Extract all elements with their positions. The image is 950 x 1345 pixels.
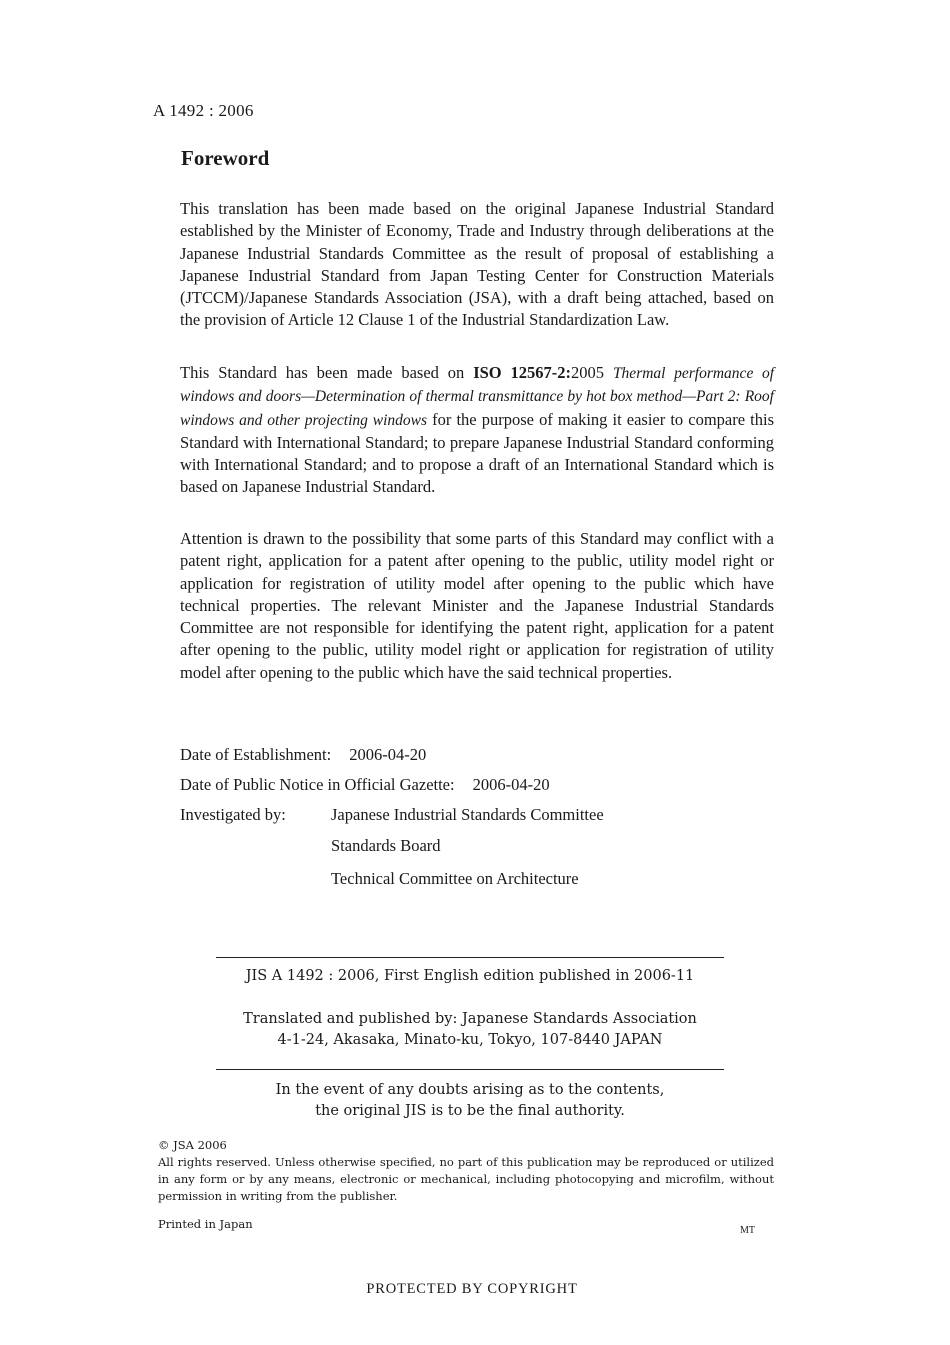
public-notice-date: 2006-04-20 <box>472 775 550 794</box>
divider-bottom <box>216 1069 724 1070</box>
iso-year: 2005 <box>571 363 605 382</box>
para2-rest: for the purpose of making it easier to compare this Standard with International Standard; to prepare Japanese Industrial Standard conforming with International Standard; and to propose a draft of an International Standard which is based on Japanese Industrial Standard. <box>180 409 774 497</box>
translated-by-line: Translated and published by: Japanese Standards Association <box>243 1011 697 1027</box>
investigated-line-2: Standards Board <box>331 836 441 855</box>
foreword-paragraph-1: This translation has been made based on the original Japanese Industrial Standard established by the Minister of Economy, Trade and Industry through deliberations at the Japanese Industrial Standards Committee as the result of proposal of establishing a Japanese Industrial Standard from Japan Testing Center for Construction Materials (JTCCM)/Japanese Standards Association (JSA), with a draft being attached, based on the provision of Article 12 Clause 1 of the Industrial Standardization Law. <box>180 199 774 330</box>
publisher-address: 4-1-24, Akasaka, Minato-ku, Tokyo, 107-8440 JAPAN <box>277 1031 663 1048</box>
foreword-paragraph-2 <box>180 362 774 499</box>
copyright-footer: PROTECTED BY COPYRIGHT <box>366 1281 578 1297</box>
standard-number: A 1492 : 2006 <box>153 101 254 120</box>
foreword-paragraph-3: Attention is drawn to the possibility that some parts of this Standard may conflict with a patent right, application for a patent after opening to the public, utility model right or application for registration of utility model after opening to the public which have technical properties. The relevant Minister and the Japanese Industrial Standards Committee are not responsible for identifying the patent right, application for a patent after opening to the public, utility model right or application for registration of utility model after opening to the public which have the said technical properties. <box>180 529 774 682</box>
edition-line: JIS A 1492 : 2006, First English edition published in 2006-11 <box>245 968 695 984</box>
rights-statement: All rights reserved. Unless otherwise specified, no part of this publication may be reproduced or utilized in any form or by any means, electronic or mechanical, including photocopying and microfilm, without permission in writing from the publisher. <box>158 1155 774 1203</box>
iso-reference: ISO 12567-2: <box>473 363 572 382</box>
establishment-row <box>180 745 426 765</box>
iso-title: Thermal performance of windows and doors—Determination of thermal transmittance by hot box method—Part 2: Roof windows and other projecting windows <box>180 365 775 429</box>
copyright-line: © JSA 2006 <box>158 1138 227 1152</box>
divider-top <box>216 957 724 958</box>
establishment-label: Date of Establishment: <box>180 745 332 764</box>
printer-code: MT <box>740 1225 755 1236</box>
public-notice-label: Date of Public Notice in Official Gazette: <box>180 775 455 794</box>
investigated-line-1: Japanese Industrial Standards Committee <box>331 805 604 824</box>
public-notice-row <box>180 775 550 795</box>
authority-notice-line-1: In the event of any doubts arising as to the contents, <box>275 1082 665 1098</box>
investigated-label: Investigated by: <box>180 805 286 824</box>
para2-lead: This Standard has been made based on <box>180 363 465 382</box>
printed-in: Printed in Japan <box>158 1217 253 1231</box>
authority-notice <box>216 1080 724 1121</box>
investigated-line-3: Technical Committee on Architecture <box>331 869 579 888</box>
publisher-block <box>216 1009 724 1050</box>
foreword-heading: Foreword <box>181 146 270 170</box>
authority-notice-line-2: the original JIS is to be the final authority. <box>315 1102 625 1119</box>
establishment-date: 2006-04-20 <box>349 745 427 764</box>
